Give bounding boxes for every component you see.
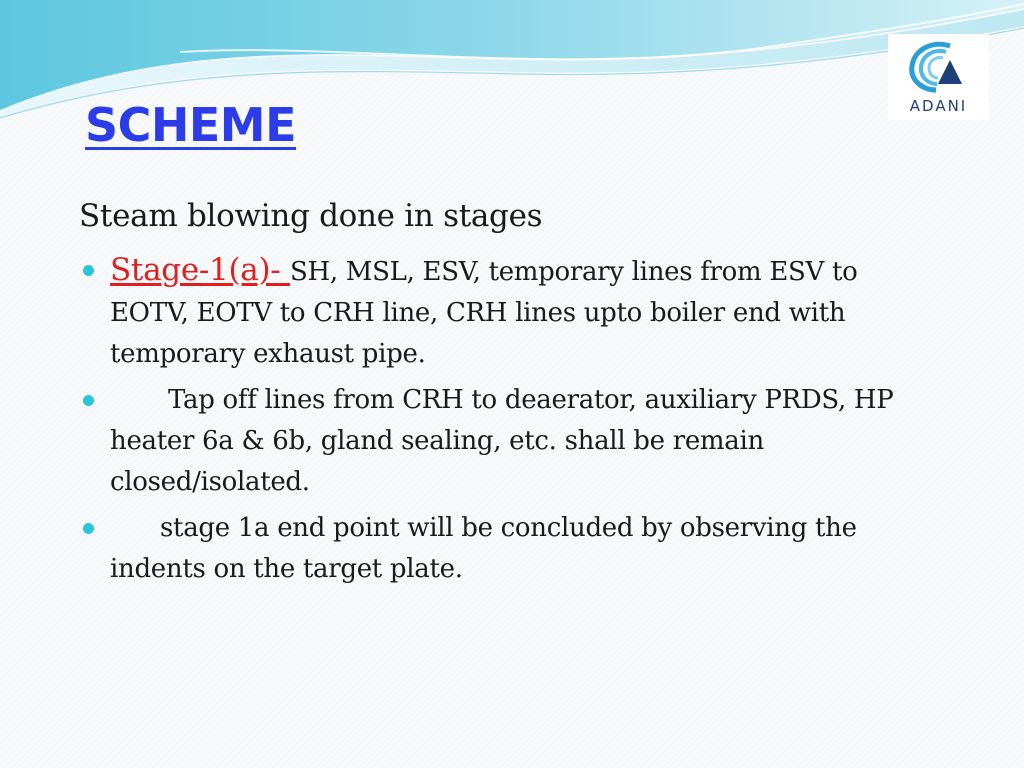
stage-label: Stage-1(a)- bbox=[110, 252, 290, 288]
bullet-icon bbox=[83, 395, 94, 406]
slide-title: SCHEME bbox=[85, 98, 297, 152]
bullet-text: stage 1a end point will be concluded by observing the indents on the target plate. bbox=[110, 513, 857, 584]
bullet-icon bbox=[83, 265, 94, 276]
adani-logo bbox=[888, 34, 989, 120]
bullet-item-3 bbox=[80, 508, 940, 590]
slide-subtitle: Steam blowing done in stages bbox=[79, 198, 543, 234]
bullet-icon bbox=[83, 523, 94, 534]
bullet-item-2 bbox=[80, 380, 940, 503]
logo-text: ADANI bbox=[909, 97, 968, 115]
bullet-text: Tap off lines from CRH to deaerator, auxiliary PRDS, HP heater 6a & 6b, gland sealing, etc. shall be remain closed/isolated. bbox=[110, 385, 894, 497]
bullet-item-1 bbox=[80, 250, 940, 375]
bullet-list bbox=[80, 250, 940, 595]
bullet-text: SH, MSL, ESV, temporary lines from ESV to EOTV, EOTV to CRH line, CRH lines upto boiler end with temporary exhaust pipe. bbox=[110, 257, 858, 369]
adani-logo-icon bbox=[888, 34, 989, 98]
